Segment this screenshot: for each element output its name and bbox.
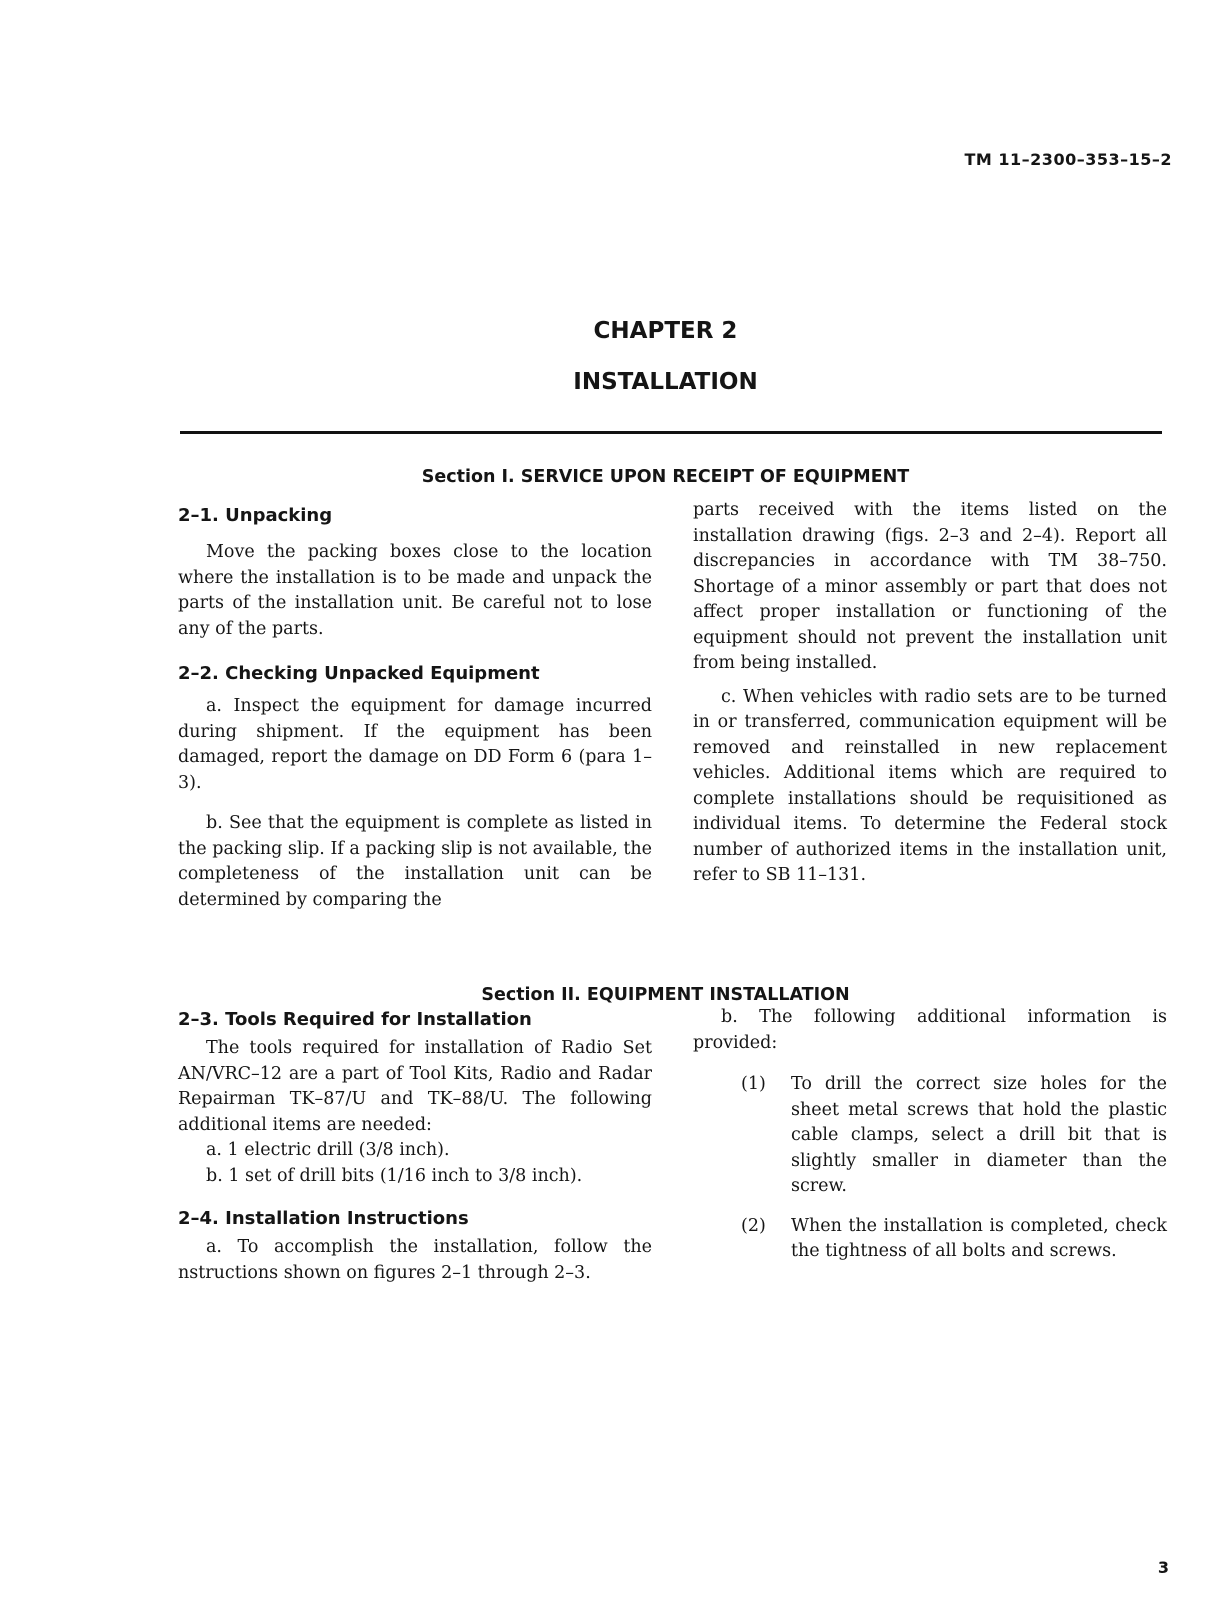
para-2-3-heading: 2–3. Tools Required for Installation: [178, 1009, 532, 1030]
para-2-2-heading: 2–2. Checking Unpacked Equipment: [178, 663, 540, 684]
numbered-item: [741, 1214, 1167, 1265]
section-1-left-column: [178, 504, 652, 913]
numbered-item: [741, 1072, 1167, 1200]
para-2-3-text: The tools required for installation of Radio Set AN/VRC–12 are a part of Tool Kits, Radio and Radar Repairman TK–87/U and TK–88/U. The following additional items are needed:: [178, 1038, 652, 1135]
item-text: To drill the correct size holes for the sheet metal screws that hold the plastic cable clamps, select a drill bit that is slightly smaller in diameter than the screw.: [791, 1074, 1167, 1196]
para-2-4-b-intro: b. The following additional information is provided:: [693, 1007, 1167, 1053]
para-2-1-heading: 2–1. Unpacking: [178, 505, 333, 526]
item-number: (2): [741, 1215, 766, 1236]
section-1-heading: Section I. SERVICE UPON RECEIPT OF EQUIPMENT: [421, 467, 910, 487]
page-number: 3: [1157, 1558, 1169, 1577]
para-2-2-a: a. Inspect the equipment for damage incurred during shipment. If the equipment has been damaged, report the damage on DD Form 6 (para 1–3).: [178, 696, 652, 793]
chapter-divider: [180, 431, 1162, 434]
chapter-title: INSTALLATION: [573, 369, 758, 395]
section-2-heading: Section II. EQUIPMENT INSTALLATION: [481, 985, 850, 1005]
item-number: (1): [741, 1074, 766, 1094]
section-2-right-column: [693, 1005, 1167, 1265]
para-2-4-heading: 2–4. Installation Instructions: [178, 1208, 469, 1229]
para-2-2-b: b. See that the equipment is complete as listed in the packing slip. If a packing slip is not available, the completeness of the installation unit can be determined by comparing the: [178, 813, 652, 910]
chapter-label: CHAPTER 2: [593, 318, 738, 344]
para-2-2-b-continued: parts received with the items listed on the installation drawing (figs. 2–3 and 2–4). Report all discrepancies in accordance with TM 38–750. Shortage of a minor assembly or part that does not affect proper installation or functioning of the equipment should not prevent the installation unit from being installed.: [693, 500, 1167, 673]
para-2-1-text: Move the packing boxes close to the location where the installation is to be made and unpack the parts of the installation unit. Be careful not to lose any of the parts.: [178, 542, 652, 639]
section-1-right-column: [693, 498, 1167, 889]
para-2-2-c: c. When vehicles with radio sets are to be turned in or transferred, communication equipment will be removed and reinstalled in new replacement vehicles. Additional items which are required to complete installations should be requisitioned as individual items. To determine the Federal stock number of authorized items in the installation unit, refer to SB 11–131.: [693, 686, 1167, 885]
section-2-left-column: [178, 1008, 652, 1286]
para-2-3-item-b: b. 1 set of drill bits (1/16 inch to 3/8 inch).: [206, 1165, 583, 1186]
para-2-3-item-a: a. 1 electric drill (3/8 inch).: [206, 1140, 450, 1160]
para-2-4-a: a. To accomplish the installation, follow the nstructions shown on figures 2–1 through 2–3.: [178, 1237, 652, 1283]
item-text: When the installation is completed, check the tightness of all bolts and screws.: [791, 1215, 1167, 1261]
document-number: TM 11–2300–353–15–2: [964, 150, 1172, 169]
